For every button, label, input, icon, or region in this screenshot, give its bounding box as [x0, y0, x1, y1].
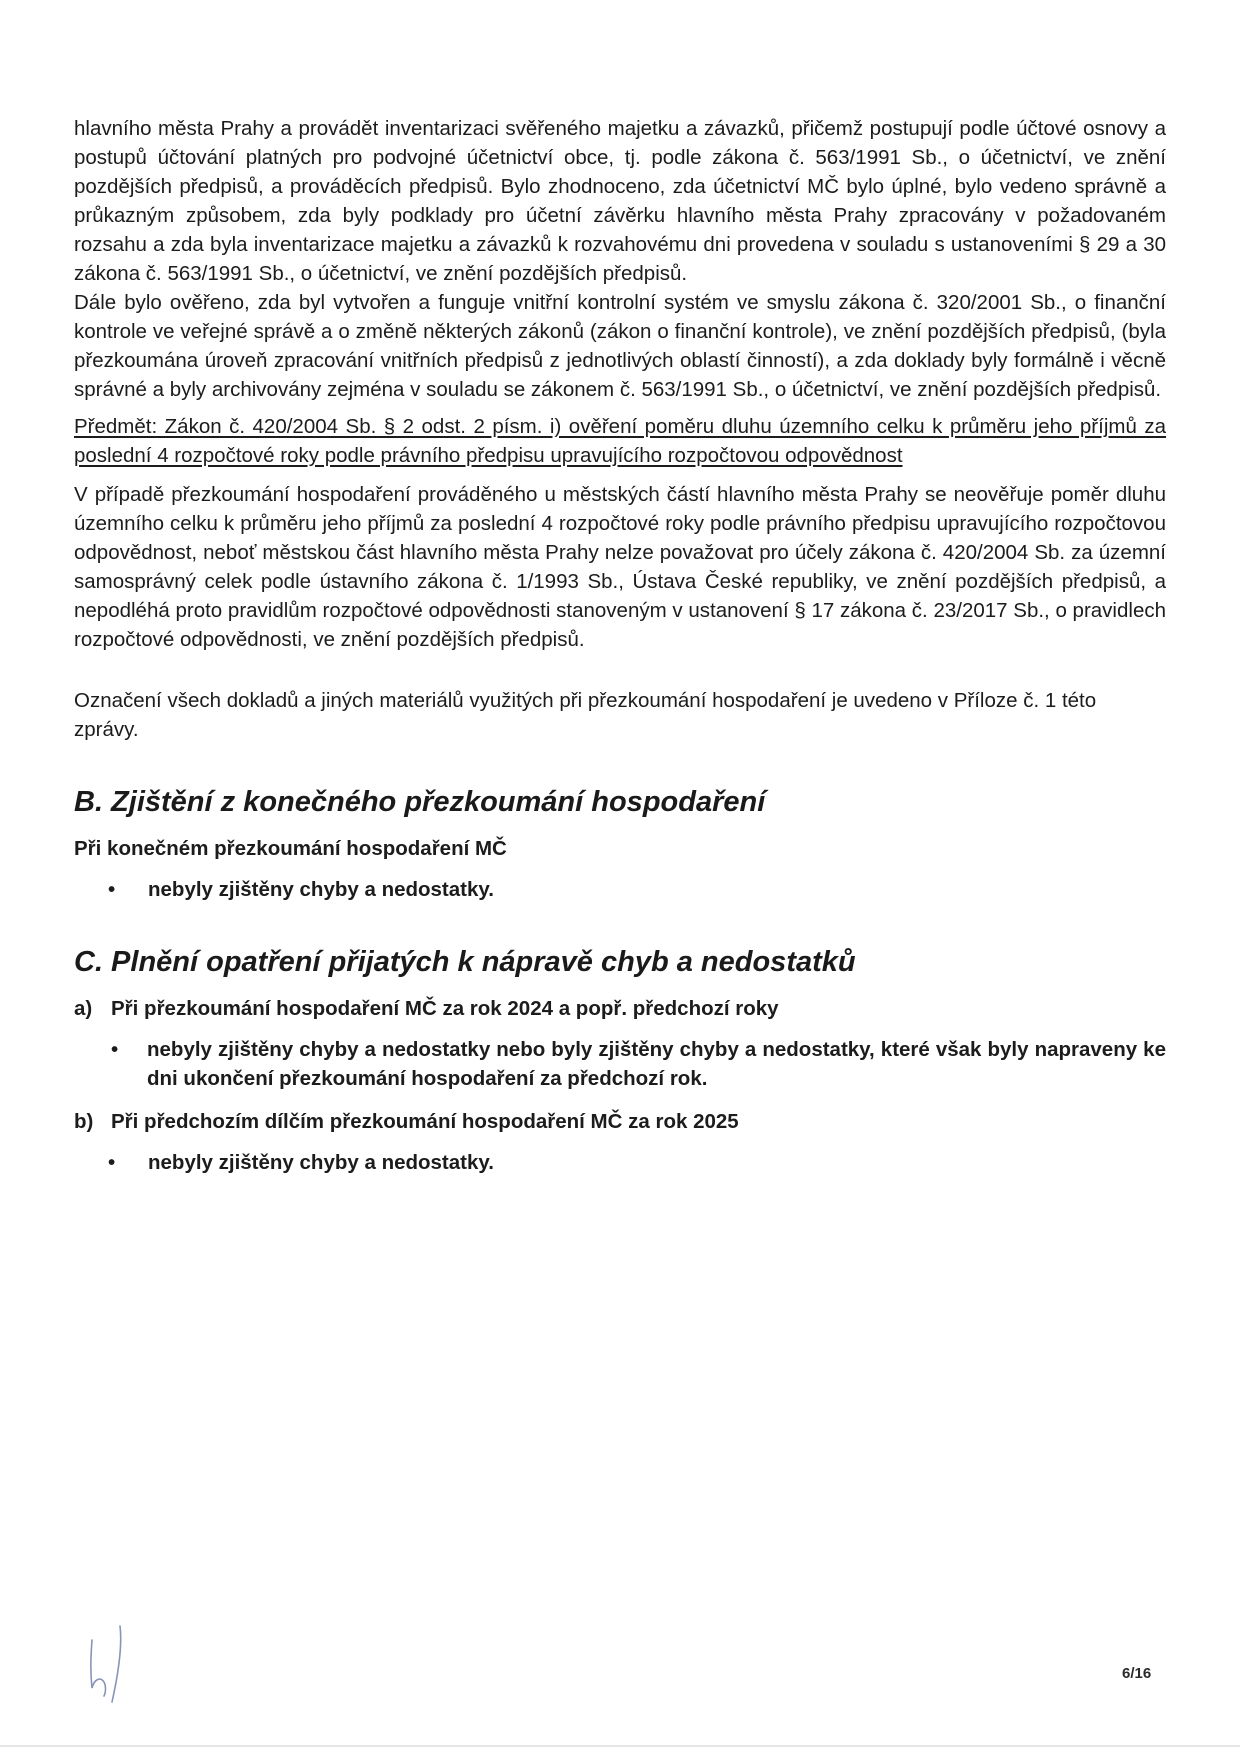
- signature-initials-icon: [82, 1622, 142, 1704]
- section-b-heading: B. Zjištění z konečného přezkoumání hospodaření: [74, 786, 766, 818]
- section-b-lead: Při konečném přezkoumání hospodaření MČ: [74, 837, 507, 860]
- intro-paragraph: hlavního města Prahy a provádět inventarizaci svěřeného majetku a závazků, přičemž postupují podle účtové osnovy a postupů účtování platných pro podvojné účetnictví obce, tj. podle zákona č. 563/1991 Sb., o účetnictví, ve znění pozdějších předpisů, a prováděcích předpisů. Bylo zhodnoceno, zda účetnictví MČ bylo úplné, bylo vedeno správně a průkazným způsobem, zda byly podklady pro účetní závěrku hlavního města Prahy zpracovány v požadovaném rozsahu a zda byla inventarizace majetku a závazků k rozvahovému dni provedena v souladu s ustanoveními § 29 a 30 zákona č. 563/1991 Sb., o účetnictví, ve znění pozdějších předpisů.: [74, 117, 1166, 285]
- item-a-lead-text: Při přezkoumání hospodaření MČ za rok 2024 a popř. předchozí roky: [111, 997, 779, 1020]
- item-a-bullet-text: nebyly zjištěny chyby a nedostatky nebo byly zjištěny chyby a nedostatky, které však byly napraveny ke dni ukončení přezkoumání hospodaření za předchozí rok.: [147, 1038, 1166, 1090]
- section-c-item-a-lead: [74, 994, 1166, 1023]
- section-b-list: [74, 875, 1166, 904]
- item-b-lead-text: Při předchozím dílčím přezkoumání hospodaření MČ za rok 2025: [111, 1110, 739, 1133]
- list-item: [111, 1035, 1166, 1093]
- bottom-divider: [0, 1745, 1240, 1747]
- control-paragraph: Dále bylo ověřeno, zda byl vytvořen a funguje vnitřní kontrolní systém ve smyslu zákona č. 320/2001 Sb., o finanční kontrole ve veřejné správě a o změně některých zákonů (zákon o finanční kontrole), ve znění pozdějších předpisů, (byla přezkoumána úroveň zpracování vnitřních předpisů z jednotlivých oblastí činností), a zda doklady byly formálně i věcně správné a byly archivovány zejména v souladu se zákonem č. 563/1991 Sb., o účetnictví, ve znění pozdějších předpisů.: [74, 291, 1166, 401]
- item-a-marker: a): [74, 997, 93, 1020]
- section-c-item-b-list: [74, 1148, 1166, 1177]
- section-c-heading: C. Plnění opatření přijatých k nápravě chyb a nedostatků: [74, 946, 856, 978]
- bullet-icon: •: [108, 1151, 116, 1174]
- section-c-item-b-lead: [74, 1107, 1166, 1136]
- bullet-icon: •: [111, 1038, 119, 1061]
- annex-paragraph: Označení všech dokladů a jiných materiálů využitých při přezkoumání hospodaření je uvedeno v Příloze č. 1 této zprávy.: [74, 689, 1097, 741]
- item-b-bullet-text: nebyly zjištěny chyby a nedostatky.: [148, 1151, 494, 1174]
- list-item: [74, 1148, 1166, 1177]
- page-number: 6/16: [1122, 1665, 1152, 1682]
- item-b-marker: b): [74, 1110, 94, 1133]
- subject-heading: Předmět: Zákon č. 420/2004 Sb. § 2 odst. 2 písm. i) ověření poměru dluhu územního celku k průměru jeho příjmů za poslední 4 rozpočtové roky podle právního předpisu upravujícího rozpočtovou odpovědnost: [74, 415, 1166, 467]
- section-b-bullet-text: nebyly zjištěny chyby a nedostatky.: [148, 878, 494, 901]
- debt-paragraph: V případě přezkoumání hospodaření prováděného u městských částí hlavního města Prahy se neověřuje poměr dluhu územního celku k průměru jeho příjmů za poslední 4 rozpočtové roky podle právního předpisu upravujícího rozpočtovou odpovědnost, neboť městskou část hlavního města Prahy nelze považovat pro účely zákona č. 420/2004 Sb. za územní samosprávný celek podle ústavního zákona č. 1/1993 Sb., Ústava České republiky, ve znění pozdějších předpisů, a nepodléhá proto pravidlům rozpočtové odpovědnosti stanoveným v ustanovení § 17 zákona č. 23/2017 Sb., o pravidlech rozpočtové odpovědnosti, ve znění pozdějších předpisů.: [74, 483, 1166, 651]
- bullet-icon: •: [108, 878, 116, 901]
- page-content: [74, 114, 1166, 1177]
- list-item: [74, 875, 1166, 904]
